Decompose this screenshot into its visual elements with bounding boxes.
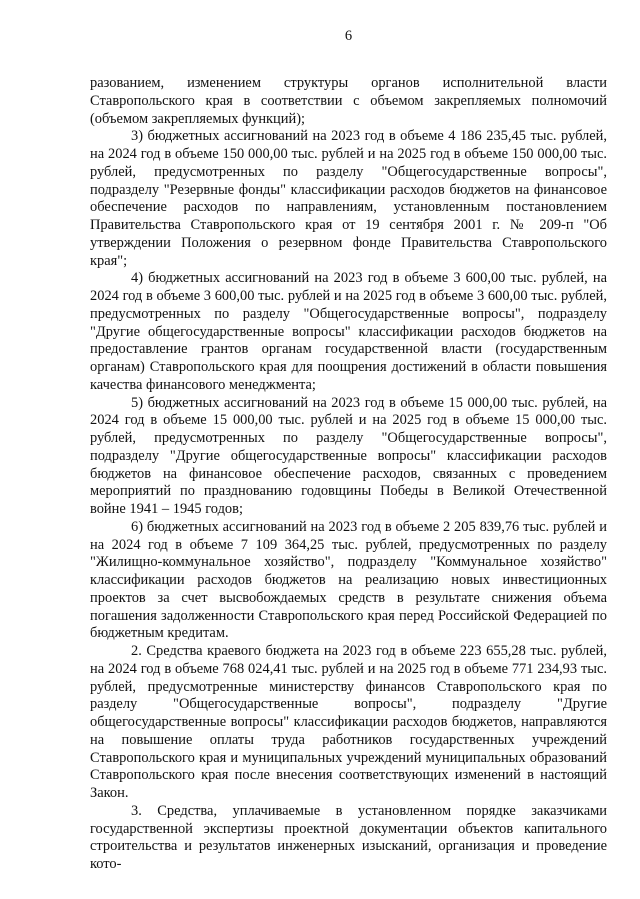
paragraph-continuation: разованием, изменением структуры органов исполнительной власти Ставропольского края в соответствии с объемом закрепляемых полномочий (объемом закрепляемых функций); — [90, 75, 607, 127]
paragraph-item-6: 6) бюджетных ассигнований на 2023 год в объеме 2 205 839,76 тыс. рублей и на 2024 год в объеме 7 109 364,25 тыс. рублей, предусмотренных по разделу "Жилищно-коммунальное хозяйство", подразделу "Коммунальное хозяйство" классификации расходов бюджетов на реализацию новых инвестиционных проектов за счет высвобождаемых средств в результате снижения объема погашения задолженности Ставропольского края перед Российской Федерацией по бюджетным кредитам. — [90, 518, 607, 642]
paragraph-item-3: 3) бюджетных ассигнований на 2023 год в объеме 4 186 235,45 тыс. рублей, на 2024 год в объеме 150 000,00 тыс. рублей и на 2025 год в объеме 150 000,00 тыс. рублей, предусмотренных по разделу "Общегосударственные вопросы", подразделу "Резервные фонды" классификации расходов бюджетов на финансовое обеспечение расходов по направлениям, установленным постановлением Правительства Ставропольского края от 19 сентября 2001 г. № 209-п "Об утверждении Положения о резервном фонде Правительства Ставропольского края"; — [90, 128, 607, 269]
paragraph-item-4: 4) бюджетных ассигнований на 2023 год в объеме 3 600,00 тыс. рублей, на 2024 год в объеме 3 600,00 тыс. рублей и на 2025 год в объеме 3 600,00 тыс. рублей, предусмотренных по разделу "Общегосударственные вопросы", подразделу "Другие общегосударственные вопросы" классификации расходов бюджетов на предоставление грантов органам государственной власти (государственным органам) Ставропольского края для поощрения достижений в области повышения качества финансового менеджмента; — [90, 270, 607, 393]
page-number: 6 — [344, 28, 353, 44]
paragraph-section-2: 2. Средства краевого бюджета на 2023 год в объеме 223 655,28 тыс. рублей, на 2024 год в объеме 768 024,41 тыс. рублей и на 2025 год в объеме 771 234,93 тыс. рублей, предусмотренные министерству финансов Ставропольского края по разделу "Общегосударственные вопросы", подразделу "Другие общегосударственные вопросы" классификации расходов бюджетов, направляются на повышение оплаты труда работников государственных учреждений Ставропольского края и муниципальных учреждений муниципальных образований Ставропольского края после внесения соответствующих изменений в настоящий Закон. — [90, 643, 607, 801]
paragraph-item-5: 5) бюджетных ассигнований на 2023 год в объеме 15 000,00 тыс. рублей, на 2024 год в объеме 15 000,00 тыс. рублей и на 2025 год в объеме 15 000,00 тыс. рублей, предусмотренных по разделу "Общегосударственные вопросы", подразделу "Другие общегосударственные вопросы" классификации расходов бюджетов на финансовое обеспечение расходов, связанных с проведением мероприятий по празднованию годовщины Победы в Великой Отечественной войне 1941 – 1945 годов; — [90, 394, 607, 517]
paragraph-section-3: 3. Средства, уплачиваемые в установленном порядке заказчиками государственной экспертизы проектной документации объектов капитального строительства и результатов инженерных изысканий, организация и проведение кото- — [90, 802, 607, 872]
document-body — [90, 75, 607, 874]
